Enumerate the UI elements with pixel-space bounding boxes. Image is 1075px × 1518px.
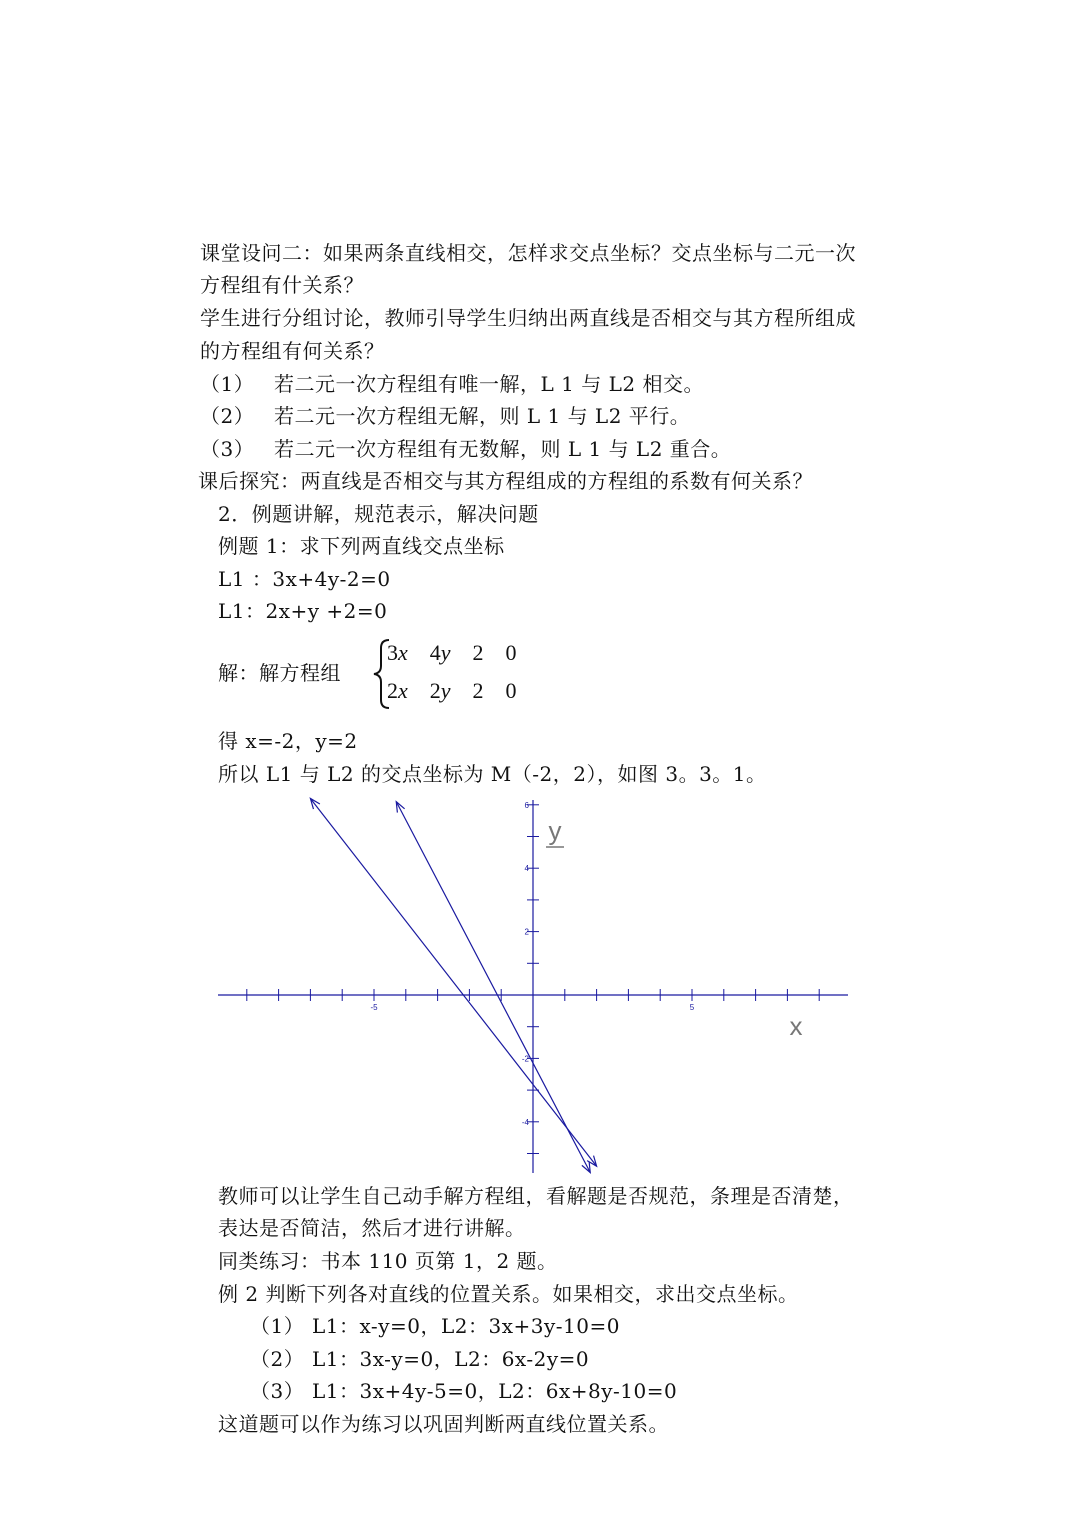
example-2-item-1: （1） L1：x-y=0，L2：3x+3y-10=0 (250, 1314, 620, 1338)
x-tick-label: -5 (370, 1003, 378, 1012)
teacher-line-2: 表达是否简洁，然后才进行讲解。 (218, 1216, 526, 1240)
y-tick-label: 2 (524, 927, 529, 937)
x-tick-label: 5 (689, 1003, 695, 1012)
example-1-line-2: L1：2x+y +2=0 (218, 599, 388, 623)
discussion-line-1: 学生进行分组讨论，教师引导学生归纳出两直线是否相交与其方程所组成 (200, 306, 856, 330)
practice-line: 同类练习：书本 110 页第 1，2 题。 (218, 1249, 558, 1273)
y-tick-label: -2 (521, 1054, 529, 1064)
case-1 (200, 371, 704, 397)
explore-line: 课后探究：两直线是否相交与其方程组成的方程组的系数有何关系？ (198, 469, 813, 493)
question-line-1: 课堂设问二：如果两条直线相交，怎样求交点坐标？交点坐标与二元一次 (200, 241, 856, 265)
solve-label: 解：解方程组 (218, 661, 341, 685)
y-tick-label: 4 (524, 864, 529, 874)
series-line-2 (396, 802, 590, 1173)
case-3 (200, 436, 731, 462)
discussion-line-2: 的方程组有何关系？ (200, 339, 385, 363)
question-line-2: 方程组有什关系？ (200, 273, 364, 297)
intersection-graph (0, 785, 1075, 1185)
teacher-line-1: 教师可以让学生自己动手解方程组，看解题是否规范，条理是否清楚， (218, 1184, 854, 1208)
series-line-1 (310, 798, 596, 1166)
example-1-line-1: L1 ：3x+4y-2=0 (218, 567, 391, 591)
y-tick-label: -4 (521, 1117, 529, 1127)
case-1-text: 若二元一次方程组有唯一解，L 1 与 L2 相交。 (274, 372, 704, 396)
equation-row-2: 2x 2y 2 0 (387, 678, 517, 703)
example-2-item-3: （3） L1：3x+4y-5=0，L2：6x+8y-10=0 (250, 1379, 678, 1403)
conclusion-line: 所以 L1 与 L2 的交点坐标为 M（-2，2），如图 3。3。1。 (218, 762, 767, 786)
arrow-head-icon (396, 802, 404, 813)
case-2 (200, 403, 690, 429)
result-line: 得 x=-2，y=2 (218, 729, 358, 753)
case-1-number: （1） (200, 372, 255, 396)
y-axis-label: y (548, 815, 562, 846)
equation-row-1: 3x 4y 2 0 (387, 640, 517, 665)
arrow-head-icon (582, 1162, 590, 1173)
y-tick-label: 6 (524, 800, 529, 810)
example-2-item-2: （2） L1：3x-y=0，L2：6x-2y=0 (250, 1347, 590, 1371)
case-3-number: （3） (200, 437, 255, 461)
final-line: 这道题可以作为练习以巩固判断两直线位置关系。 (218, 1412, 669, 1436)
example-2-title: 例 2 判断下列各对直线的位置关系。如果相交，求出交点坐标。 (218, 1282, 799, 1306)
x-axis-label: x (789, 1011, 803, 1041)
case-2-text: 若二元一次方程组无解，则 L 1 与 L2 平行。 (274, 404, 691, 428)
case-2-number: （2） (200, 404, 255, 428)
section-2-heading: 2．例题讲解，规范表示，解决问题 (218, 502, 539, 526)
example-1-title: 例题 1：求下列两直线交点坐标 (218, 534, 505, 558)
equation-system (365, 636, 565, 712)
case-3-text: 若二元一次方程组有无数解，则 L 1 与 L2 重合。 (274, 437, 732, 461)
